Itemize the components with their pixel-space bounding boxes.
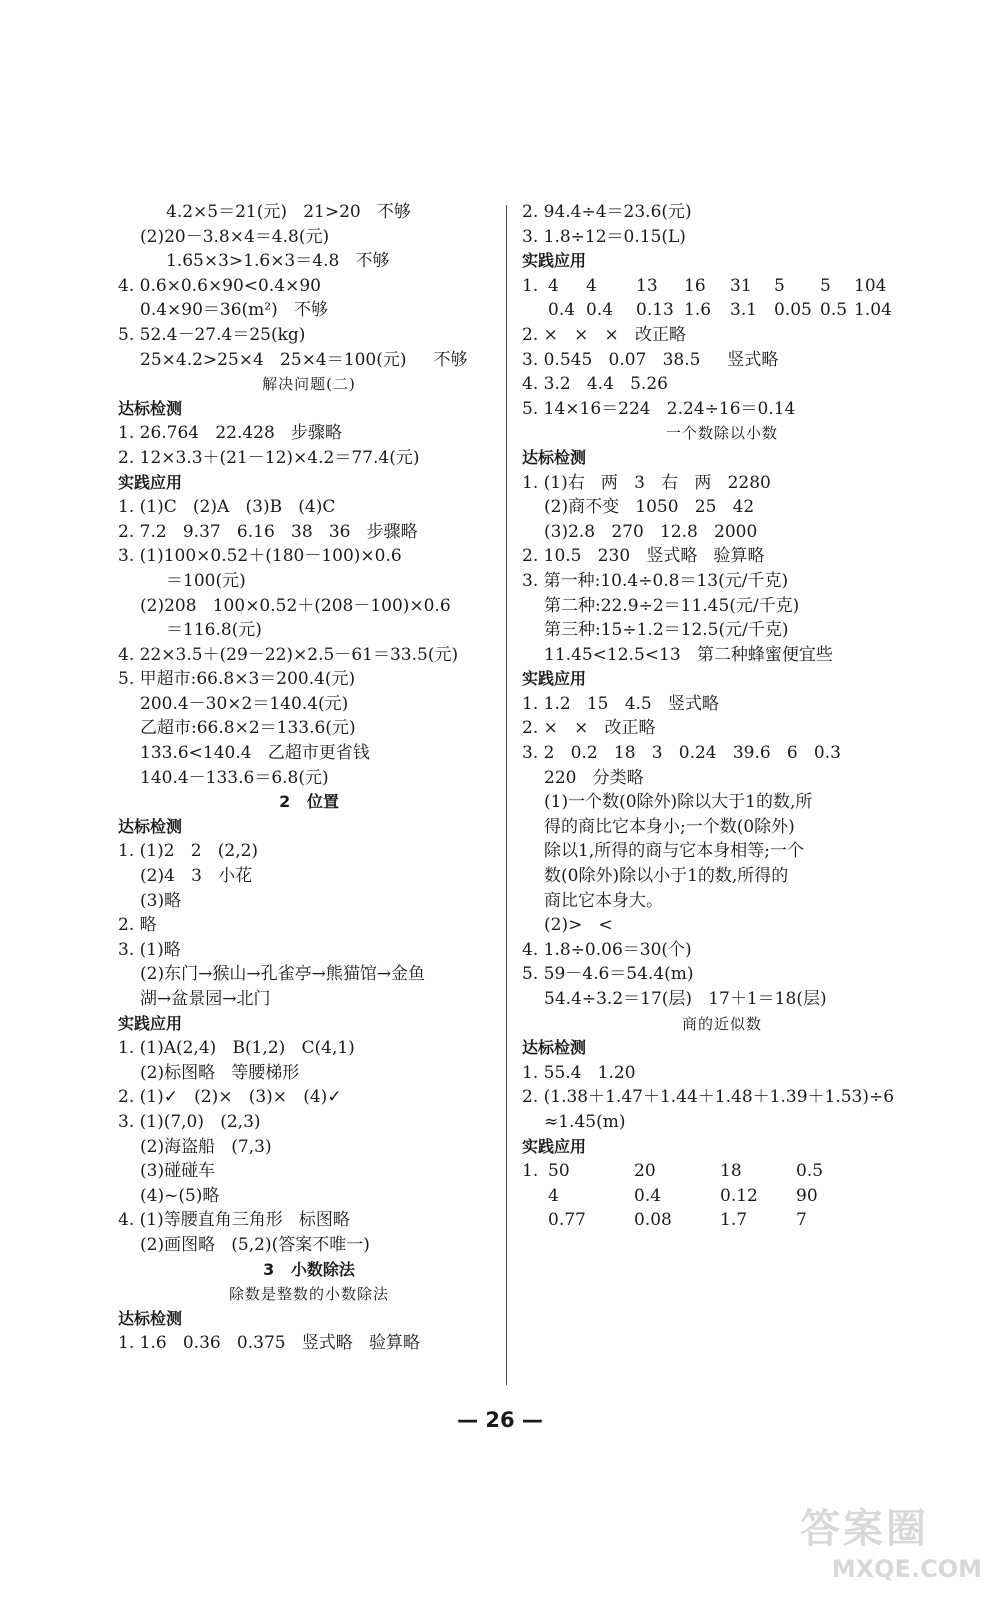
answer-cell: 0.4	[586, 300, 614, 321]
answer-line: 4. 0.6×0.6×90<0.4×90	[118, 275, 321, 296]
right-section-b	[522, 323, 922, 1159]
section-heading: 实践应用	[522, 669, 587, 689]
answer-cell: 1.04	[854, 300, 892, 321]
answer-cell: 0.13	[636, 300, 674, 321]
answer-line: 3. (1)(7,0) (2,3)	[118, 1111, 261, 1132]
answer-line: 1. 1.6 0.36 0.375 竖式略 验算略	[118, 1333, 421, 1354]
answer-line: 2. 7.2 9.37 6.16 38 36 步骤略	[118, 521, 418, 542]
answer-line: (2)> <	[544, 915, 613, 936]
answer-line: 1. (1)右 两 3 右 两 2280	[522, 472, 771, 493]
answer-cell: 7	[796, 1210, 807, 1231]
watermark-url: MXQE.COM	[831, 1555, 982, 1583]
answer-line: 第二种:22.9÷2＝11.45(元/千克)	[544, 595, 800, 616]
answer-cell: 18	[720, 1161, 742, 1182]
answer-line: (1)一个数(0除外)除以大于1的数,所	[544, 792, 813, 813]
answer-line: 2. (1)✓ (2)× (3)× (4)✓	[118, 1087, 342, 1108]
answer-line: (3)碰碰车	[140, 1161, 216, 1182]
answer-line: (3)2.8 270 12.8 2000	[544, 521, 758, 542]
section-heading: 达标检测	[522, 447, 587, 467]
answer-cell: 104	[854, 275, 887, 296]
answer-cell: 1.7	[720, 1210, 748, 1231]
watermark-logo	[800, 1505, 990, 1600]
answer-cell: 4	[548, 1185, 559, 1206]
answer-line: 1. 1.2 15 4.5 竖式略	[522, 693, 719, 714]
answer-line: (2)208 100×0.52＋(208－100)×0.6	[140, 595, 451, 616]
answer-line: 1. (1)A(2,4) B(1,2) C(4,1)	[118, 1038, 355, 1059]
answer-table-row	[522, 1159, 922, 1184]
answer-table-2	[522, 1159, 922, 1233]
answer-cell: 1.	[522, 1161, 539, 1182]
section-heading: 实践应用	[522, 1136, 587, 1156]
answer-line: ＝116.8(元)	[166, 620, 262, 641]
answer-line: 3. 第一种:10.4÷0.8＝13(元/千克)	[522, 570, 789, 591]
answer-line: 2. 12×3.3＋(21－12)×4.2＝77.4(元)	[118, 447, 420, 468]
section-title: 2 位置	[279, 792, 339, 812]
answer-line: 1. (1)C (2)A (3)B (4)C	[118, 497, 336, 518]
answer-cell: 0.05	[774, 300, 812, 321]
answer-cell: 5	[774, 275, 785, 296]
answer-cell: 20	[634, 1161, 656, 1182]
answer-line: 4. 3.2 4.4 5.26	[522, 374, 668, 395]
answer-line: 1. (1)2 2 (2,2)	[118, 841, 259, 862]
answer-cell: 0.4	[634, 1185, 662, 1206]
answer-line: 140.4－133.6＝6.8(元)	[140, 767, 329, 788]
section-heading: 实践应用	[522, 251, 587, 271]
answer-table-row	[522, 1184, 922, 1209]
answer-line: 3. 0.545 0.07 38.5 竖式略	[522, 349, 779, 370]
column-divider	[506, 205, 507, 1385]
answer-line: 乙超市:66.8×2＝133.6(元)	[140, 718, 356, 739]
answer-line: 2. 10.5 230 竖式略 验算略	[522, 546, 765, 567]
answer-line: ≈1.45(m)	[544, 1111, 626, 1132]
answer-cell: 4	[548, 275, 559, 296]
answer-line: 5. 甲超市:66.8×3＝200.4(元)	[118, 669, 356, 690]
answer-line: 5. 14×16＝224 2.24÷16＝0.14	[522, 398, 796, 419]
answer-cell: 0.08	[634, 1210, 672, 1231]
answer-cell: 0.4	[548, 300, 576, 321]
answer-line: 0.4×90＝36(m²) 不够	[140, 300, 328, 321]
answer-line: 54.4÷3.2＝17(层) 17＋1＝18(层)	[544, 989, 827, 1009]
section-heading: 实践应用	[118, 472, 183, 492]
answer-line: 商比它本身大。	[544, 890, 663, 911]
answer-line: 25×4.2>25×4 25×4＝100(元) 不够	[140, 349, 468, 370]
section-heading: 达标检测	[522, 1038, 587, 1058]
answer-cell: 31	[730, 275, 752, 296]
answer-cell	[522, 1184, 548, 1209]
answer-line: 5. 52.4－27.4＝25(kg)	[118, 324, 306, 345]
answer-line: 200.4－30×2＝140.4(元)	[140, 693, 349, 714]
section-heading: 实践应用	[118, 1013, 183, 1033]
answer-line: 数(0除外)除以小于1的数,所得的	[544, 866, 789, 887]
answer-cell: 0.5	[820, 300, 848, 321]
answer-table-row	[522, 274, 922, 299]
section-title: 3 小数除法	[263, 1259, 355, 1279]
answer-line: (2)商不变 1050 25 42	[544, 497, 755, 518]
answer-line: 4. 22×3.5＋(29－22)×2.5－61＝33.5(元)	[118, 644, 459, 665]
answer-line: ＝100(元)	[166, 570, 246, 591]
answer-cell: 4	[586, 275, 597, 296]
page-number: — 26 —	[457, 1408, 543, 1432]
answer-cell: 1.6	[684, 300, 712, 321]
answer-cell: 1.	[522, 275, 539, 296]
answer-line: 1.65×3>1.6×3＝4.8 不够	[166, 251, 390, 272]
answer-line: (2)20－3.8×4＝4.8(元)	[140, 226, 330, 247]
answer-line: (3)略	[140, 890, 182, 911]
answer-line: 5. 59－4.6＝54.4(m)	[522, 964, 694, 985]
answer-line: (2)标图略 等腰梯形	[140, 1062, 300, 1083]
answer-line: (2)4 3 小花	[140, 866, 253, 887]
answer-table-row	[522, 1208, 922, 1233]
answer-cell	[522, 298, 548, 323]
answer-line: 2. (1.38＋1.47＋1.44＋1.48＋1.39＋1.53)÷6	[522, 1087, 895, 1108]
section-title: 解决问题(二)	[262, 375, 356, 394]
answer-cell: 90	[796, 1185, 818, 1206]
section-title: 商的近似数	[681, 1014, 762, 1033]
answer-line: 220 分类略	[544, 767, 644, 788]
answer-cell: 3.1	[730, 300, 758, 321]
answer-line: 2. × × × 改正略	[522, 324, 686, 345]
section-title: 除数是整数的小数除法	[228, 1285, 389, 1304]
answer-line: 2. 略	[118, 915, 157, 936]
answer-line: 2. 94.4÷4＝23.6(元)	[522, 202, 692, 222]
answer-cell: 5	[820, 275, 831, 296]
answer-line: 3. (1)略	[118, 939, 181, 960]
answer-line: 湖→盆景园→北门	[140, 989, 271, 1009]
answer-line: 3. 1.8÷12＝0.15(L)	[522, 226, 686, 247]
answer-cell: 0.12	[720, 1185, 758, 1206]
answer-line: (2)海盗船 (7,3)	[140, 1136, 272, 1157]
section-heading: 达标检测	[118, 816, 183, 836]
answer-line: 第三种:15÷1.2＝12.5(元/千克)	[544, 620, 789, 641]
answer-line: 4. 1.8÷0.06＝30(个)	[522, 939, 692, 960]
right-column	[522, 200, 922, 1233]
answer-cell	[522, 1208, 548, 1233]
right-section-a	[522, 200, 922, 274]
answer-line: 得的商比它本身小;一个数(0除外)	[544, 816, 795, 837]
answer-line: 11.45<12.5<13 第二种蜂蜜便宜些	[544, 644, 833, 665]
answer-line: 4. (1)等腰直角三角形 标图略	[118, 1210, 350, 1231]
answer-table-row	[522, 298, 922, 323]
watermark-title: 答案圈	[800, 1506, 929, 1552]
answer-line: 1. 26.764 22.428 步骤略	[118, 423, 343, 444]
answer-table-1	[522, 274, 922, 323]
answer-cell: 0.77	[548, 1210, 586, 1231]
answer-line: 1. 55.4 1.20	[522, 1062, 636, 1083]
section-heading: 达标检测	[118, 1308, 183, 1328]
answer-line: 2. × × 改正略	[522, 718, 656, 739]
answer-line: (2)画图略 (5,2)(答案不唯一)	[140, 1234, 370, 1255]
answer-line: 除以1,所得的商与它本身相等;一个	[544, 841, 804, 862]
answer-line: 4.2×5＝21(元) 21>20 不够	[166, 202, 411, 222]
answer-cell: 16	[684, 275, 706, 296]
section-heading: 达标检测	[118, 398, 183, 418]
answer-cell: 0.5	[796, 1161, 824, 1182]
answer-line: 3. 2 0.2 18 3 0.24 39.6 6 0.3	[522, 743, 841, 764]
answer-line: 133.6<140.4 乙超市更省钱	[140, 743, 370, 764]
answer-cell: 50	[548, 1161, 570, 1182]
answer-line: 3. (1)100×0.52＋(180－100)×0.6	[118, 546, 402, 567]
answer-line: (4)~(5)略	[140, 1185, 220, 1206]
answer-line: (2)东门→猴山→孔雀亭→熊猫馆→金鱼	[140, 964, 426, 985]
answer-cell: 13	[636, 275, 658, 296]
left-column	[118, 200, 500, 1356]
section-title: 一个数除以小数	[665, 424, 778, 443]
